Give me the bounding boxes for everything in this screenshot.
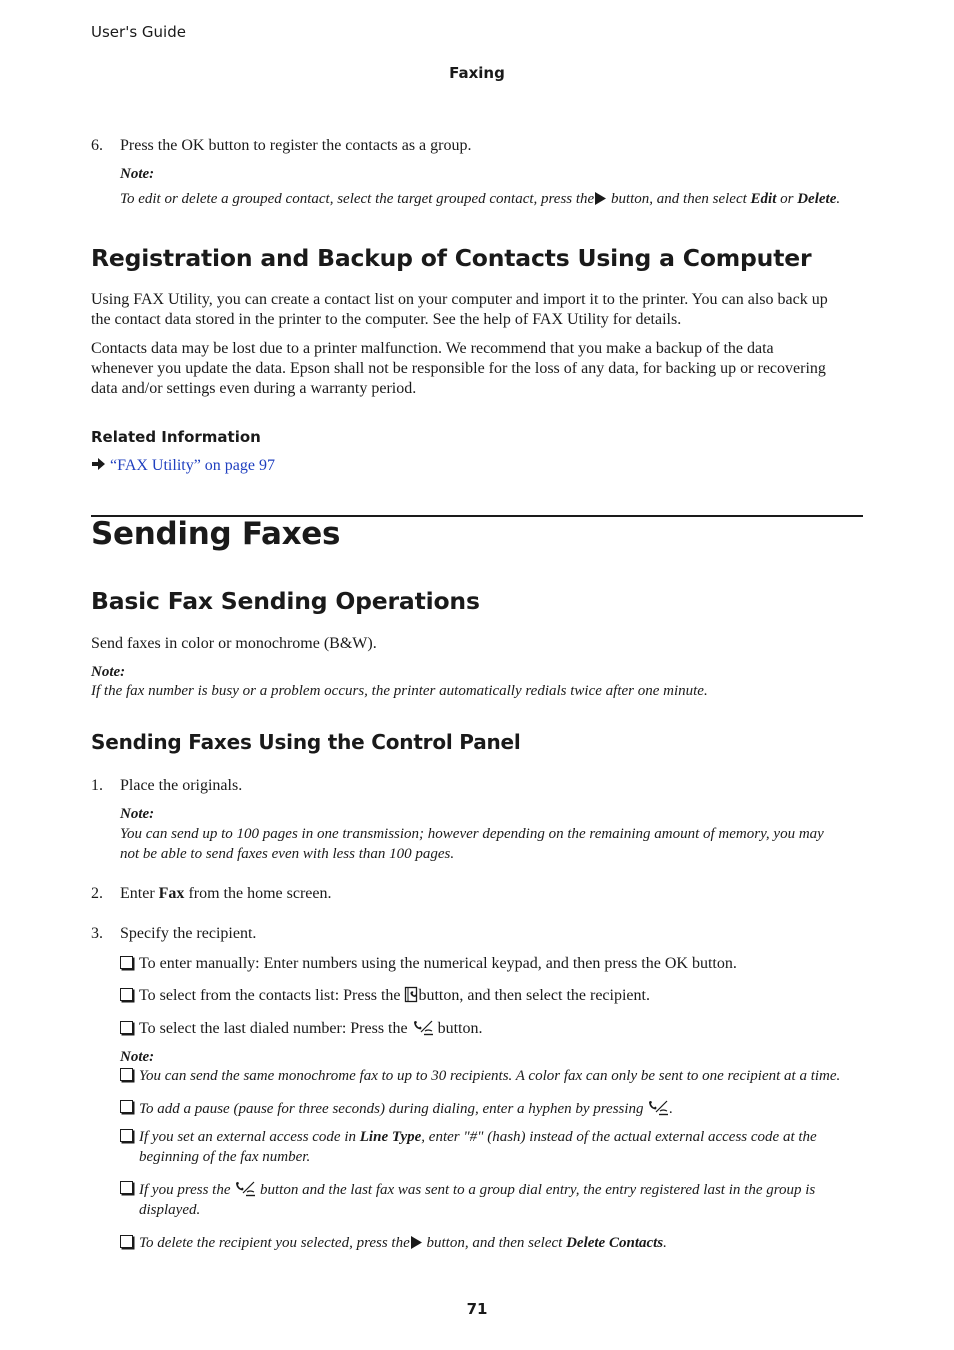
list-item-text: To enter manually: Enter numbers using the numerical keypad, and then press the OK button.	[139, 955, 737, 972]
text-part: displayed.	[139, 1201, 201, 1218]
checkbox-bullet-icon	[120, 1067, 141, 1087]
list-item-text	[139, 1234, 667, 1254]
text-part: To delete the recipient you selected, press the	[139, 1235, 410, 1251]
right-arrow-icon	[91, 457, 106, 471]
text-line: You can send up to 100 pages in one transmission; however depending on the remaining amount of memory, you may	[120, 826, 824, 842]
note-label: Note:	[120, 806, 155, 822]
related-link-row	[91, 456, 275, 476]
related-information-label: Related Information	[91, 428, 261, 446]
text-part: button, and then select	[426, 1235, 563, 1251]
text-part: To add a pause (pause for three seconds) during dialing, enter a hyphen by pressing	[139, 1101, 644, 1117]
basic-operations-heading: Basic Fax Sending Operations	[91, 587, 480, 615]
text-part: , enter "#" (hash) instead of the actual external access code at the	[421, 1129, 817, 1145]
text-part: To select the last dialed number: Press the	[139, 1020, 408, 1037]
step-number: 1.	[91, 777, 103, 794]
text-part: If you set an external access code in	[139, 1129, 357, 1145]
text-line: data and/or settings even during a warranty period.	[91, 380, 417, 397]
checkbox-bullet-icon	[120, 1234, 141, 1254]
registration-paragraph-1	[91, 290, 828, 330]
text-part: button and the last fax was sent to a group dial entry, the entry registered last in the group is	[260, 1182, 816, 1198]
list-item-text	[139, 986, 650, 1006]
sending-faxes-heading: Sending Faxes	[91, 516, 341, 552]
fax-label: Fax	[158, 885, 185, 902]
redial-pause-icon	[647, 1099, 669, 1116]
text-part: from the home screen.	[188, 885, 332, 902]
right-triangle-icon	[594, 191, 607, 206]
registration-heading: Registration and Backup of Contacts Using a Computer	[91, 244, 812, 272]
list-item-text	[139, 1099, 673, 1120]
note-label: Note:	[120, 166, 155, 182]
checkbox-bullet-icon	[120, 1128, 141, 1148]
step-text: Specify the recipient.	[120, 925, 257, 942]
step-number: 3.	[91, 925, 103, 942]
header-guide-title: User's Guide	[91, 23, 186, 41]
list-item-text	[139, 1019, 482, 1039]
list-item	[0, 1019, 954, 1039]
redial-pause-icon	[412, 1019, 434, 1036]
text-part: .	[669, 1101, 674, 1117]
page-number: 71	[466, 1300, 488, 1318]
note-label: Note:	[91, 664, 126, 680]
note-text-part: button, and then select	[610, 191, 747, 207]
note-text	[120, 190, 840, 210]
contacts-book-icon	[404, 986, 418, 1003]
list-item-text: You can send the same monochrome fax to up to 30 recipients. A color fax can only be sent to one recipient at a time.	[139, 1068, 841, 1084]
list-item	[0, 1180, 954, 1220]
text-line: Contacts data may be lost due to a printer malfunction. We recommend that you make a backup of the data	[91, 340, 774, 357]
fax-utility-link[interactable]: “FAX Utility” on page 97	[110, 457, 276, 474]
text-part: Enter	[120, 885, 155, 902]
note-text	[120, 825, 824, 864]
note-label: Note:	[120, 1049, 155, 1065]
note-text-part: or	[780, 191, 794, 207]
delete-contacts-label: Delete Contacts	[566, 1235, 664, 1251]
list-item-text	[139, 1180, 815, 1220]
control-panel-heading: Sending Faxes Using the Control Panel	[91, 730, 521, 754]
note-text-part: To edit or delete a grouped contact, select the target grouped contact, press the	[120, 191, 595, 207]
text-part: If you press the	[139, 1182, 231, 1198]
checkbox-bullet-icon	[120, 1019, 141, 1039]
note-text-part: .	[836, 191, 841, 207]
line-type-label: Line Type	[359, 1129, 422, 1145]
step-text: Place the originals.	[120, 777, 243, 794]
text-part: To select from the contacts list: Press the	[139, 987, 401, 1004]
edit-label: Edit	[750, 191, 777, 207]
checkbox-bullet-icon	[120, 1099, 141, 1119]
registration-paragraph-2	[91, 339, 826, 399]
text-part: .	[663, 1235, 667, 1251]
note-text: If the fax number is busy or a problem occurs, the printer automatically redials twice after one minute.	[91, 683, 708, 699]
list-item	[0, 1234, 954, 1254]
header-section-title: Faxing	[449, 64, 505, 82]
list-item	[0, 986, 954, 1006]
list-item	[0, 954, 954, 974]
text-line: whenever you update the data. Epson shall not be responsible for the loss of any data, for backing up or recovering	[91, 360, 826, 377]
step-text: Press the OK button to register the contacts as a group.	[120, 137, 472, 154]
list-item	[0, 1067, 954, 1087]
step-number: 2.	[91, 885, 103, 902]
text-line: not be able to send faxes even with less than 100 pages.	[120, 845, 455, 862]
text-part: button, and then select the recipient.	[418, 987, 650, 1004]
text-part: button.	[437, 1020, 483, 1037]
step-number: 6.	[91, 137, 103, 154]
basic-text: Send faxes in color or monochrome (B&W).	[91, 635, 377, 652]
redial-pause-icon	[234, 1180, 256, 1197]
text-part: beginning of the fax number.	[139, 1148, 311, 1165]
checkbox-bullet-icon	[120, 954, 141, 974]
list-item-text	[139, 1128, 817, 1167]
checkbox-bullet-icon	[120, 986, 141, 1006]
delete-label: Delete	[797, 191, 837, 207]
text-line: the contact data stored in the printer to the computer. See the help of FAX Utility for details.	[91, 311, 682, 328]
list-item	[0, 1128, 954, 1168]
text-line: Using FAX Utility, you can create a contact list on your computer and import it to the printer. You can also back up	[91, 291, 828, 308]
step-text	[120, 884, 332, 904]
right-triangle-icon	[410, 1235, 423, 1250]
checkbox-bullet-icon	[120, 1180, 141, 1200]
list-item	[0, 1099, 954, 1119]
